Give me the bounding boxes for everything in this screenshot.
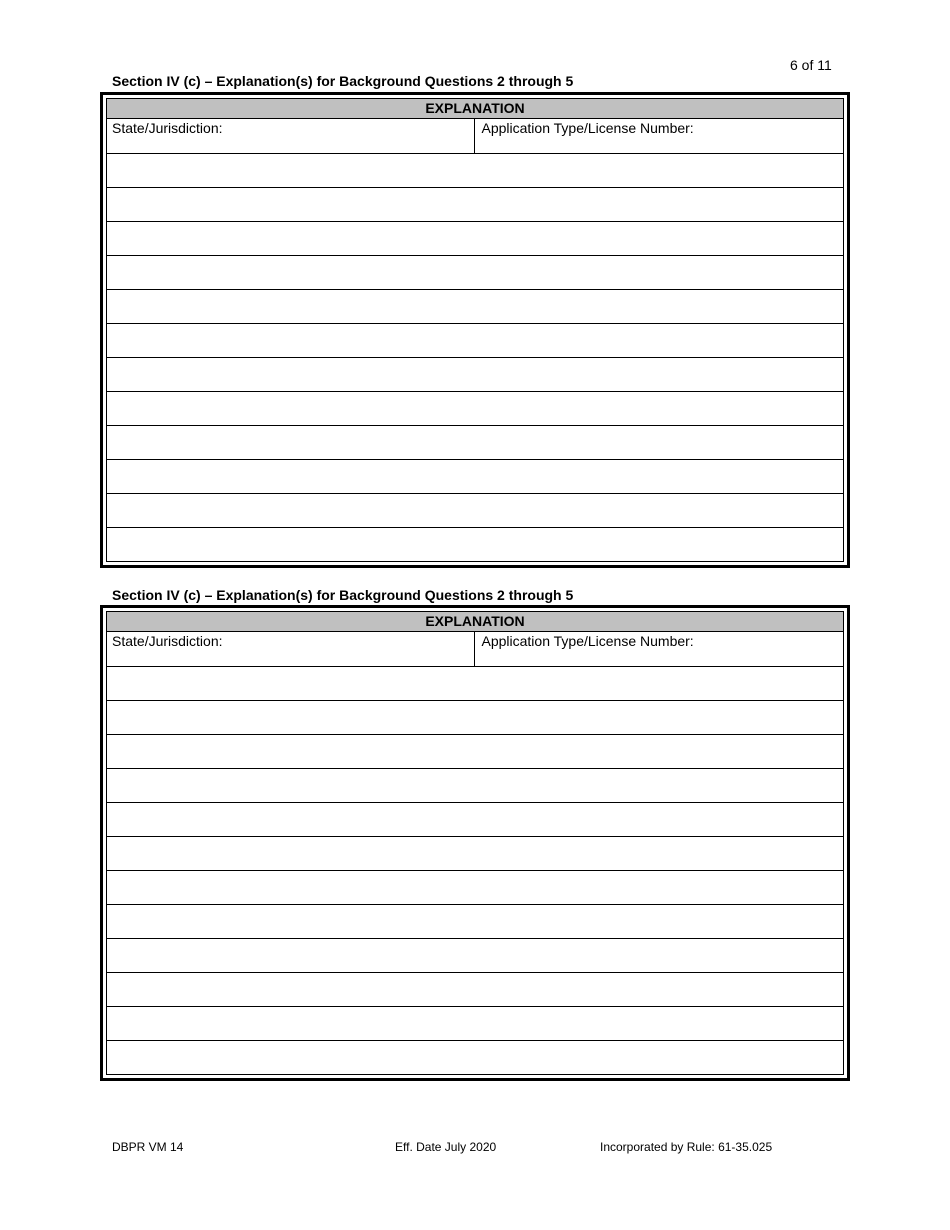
explanation-line[interactable] bbox=[107, 528, 843, 561]
section-title-2: Section IV (c) – Explanation(s) for Background Questions 2 through 5 bbox=[112, 587, 574, 603]
state-jurisdiction-field-2[interactable]: State/Jurisdiction: bbox=[107, 632, 475, 666]
explanation-line[interactable] bbox=[107, 1041, 843, 1074]
explanation-lines-1 bbox=[107, 154, 843, 561]
explanation-line[interactable] bbox=[107, 735, 843, 769]
footer-rule: Incorporated by Rule: 61-35.025 bbox=[600, 1140, 773, 1154]
explanation-line[interactable] bbox=[107, 290, 843, 324]
form-header-1: EXPLANATION bbox=[107, 99, 843, 119]
explanation-line[interactable] bbox=[107, 701, 843, 735]
explanation-line[interactable] bbox=[107, 803, 843, 837]
explanation-line[interactable] bbox=[107, 188, 843, 222]
explanation-line[interactable] bbox=[107, 1007, 843, 1041]
explanation-line[interactable] bbox=[107, 358, 843, 392]
explanation-line[interactable] bbox=[107, 905, 843, 939]
explanation-line[interactable] bbox=[107, 973, 843, 1007]
footer-eff-date: Eff. Date July 2020 bbox=[395, 1140, 497, 1154]
explanation-form-1 bbox=[100, 92, 850, 568]
explanation-line[interactable] bbox=[107, 769, 843, 803]
explanation-line[interactable] bbox=[107, 460, 843, 494]
footer-form-id: DBPR VM 14 bbox=[112, 1140, 184, 1154]
label-row-1 bbox=[107, 119, 843, 154]
label-row-2 bbox=[107, 632, 843, 667]
application-type-field-2[interactable]: Application Type/License Number: bbox=[481, 633, 694, 649]
explanation-line[interactable] bbox=[107, 222, 843, 256]
application-type-field-1[interactable]: Application Type/License Number: bbox=[481, 120, 694, 136]
explanation-lines-2 bbox=[107, 667, 843, 1074]
explanation-line[interactable] bbox=[107, 837, 843, 871]
form-header-2: EXPLANATION bbox=[107, 612, 843, 632]
explanation-line[interactable] bbox=[107, 939, 843, 973]
explanation-line[interactable] bbox=[107, 154, 843, 188]
explanation-line[interactable] bbox=[107, 392, 843, 426]
explanation-line[interactable] bbox=[107, 324, 843, 358]
state-jurisdiction-field-1[interactable]: State/Jurisdiction: bbox=[107, 119, 475, 153]
explanation-line[interactable] bbox=[107, 494, 843, 528]
explanation-line[interactable] bbox=[107, 426, 843, 460]
page-number: 6 of 11 bbox=[790, 57, 832, 73]
explanation-line[interactable] bbox=[107, 871, 843, 905]
explanation-line[interactable] bbox=[107, 256, 843, 290]
explanation-form-2 bbox=[100, 605, 850, 1081]
explanation-line[interactable] bbox=[107, 667, 843, 701]
section-title-1: Section IV (c) – Explanation(s) for Background Questions 2 through 5 bbox=[112, 73, 574, 89]
